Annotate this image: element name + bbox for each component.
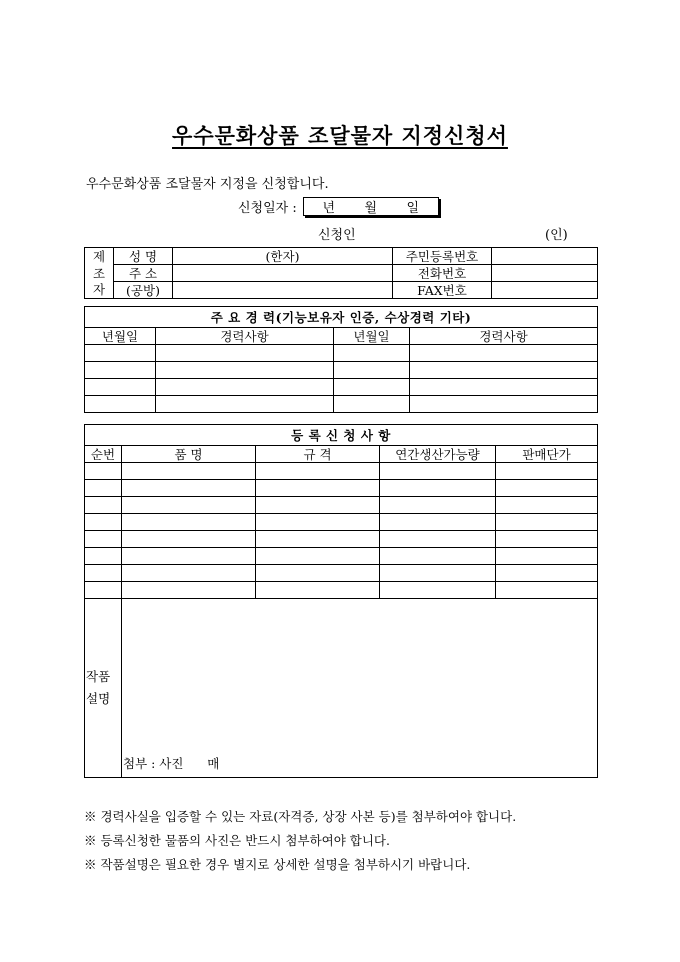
reg-cell[interactable] <box>380 497 496 514</box>
reg-cell[interactable] <box>122 582 256 599</box>
reg-row <box>85 531 598 548</box>
reg-cell[interactable] <box>380 531 496 548</box>
reg-col-spec: 규 격 <box>256 446 380 463</box>
description-label <box>85 599 122 778</box>
maker-table <box>84 247 598 299</box>
reg-cell[interactable] <box>85 548 122 565</box>
reg-cell[interactable] <box>380 514 496 531</box>
reg-cell[interactable] <box>496 531 598 548</box>
career-cell[interactable] <box>156 345 334 362</box>
reg-cell[interactable] <box>256 480 380 497</box>
application-date <box>238 197 439 216</box>
career-cell[interactable] <box>156 379 334 396</box>
reg-cell[interactable] <box>85 565 122 582</box>
career-cell[interactable] <box>410 379 598 396</box>
reg-cell[interactable] <box>256 582 380 599</box>
career-row <box>85 345 598 362</box>
reg-cell[interactable] <box>496 582 598 599</box>
date-day: 일 <box>406 201 420 216</box>
reg-cell[interactable] <box>85 531 122 548</box>
note-item: ※ 경력사실을 입증할 수 있는 자료(자격증, 상장 사본 등)를 첨부하여야 합니다. <box>84 809 517 824</box>
phone-label: 전화번호 <box>393 265 492 282</box>
description-field[interactable] <box>122 599 598 778</box>
applicant-label: 신청인 <box>318 228 356 243</box>
fax-field[interactable] <box>492 282 598 299</box>
note-item: ※ 작품설명은 필요한 경우 별지로 상세한 설명을 첨부하시기 바랍니다. <box>84 857 471 872</box>
form-title-text: 우수문화상품 조달물자 지정신청서 <box>172 123 508 148</box>
career-cell[interactable] <box>85 396 156 413</box>
rrn-label: 주민등록번호 <box>393 248 492 265</box>
career-cell[interactable] <box>410 396 598 413</box>
date-box[interactable] <box>303 197 439 216</box>
fax-label: FAX번호 <box>393 282 492 299</box>
date-label: 신청일자 : <box>238 201 297 216</box>
career-cell[interactable] <box>410 345 598 362</box>
reg-row <box>85 565 598 582</box>
reg-col-price: 판매단가 <box>496 446 598 463</box>
attachment-area <box>122 599 597 777</box>
reg-cell[interactable] <box>256 497 380 514</box>
reg-cell[interactable] <box>496 463 598 480</box>
career-cell[interactable] <box>85 345 156 362</box>
career-cell[interactable] <box>156 396 334 413</box>
career-col-date-2: 년월일 <box>334 328 410 345</box>
career-cell[interactable] <box>334 396 410 413</box>
reg-cell[interactable] <box>85 480 122 497</box>
reg-cell[interactable] <box>122 514 256 531</box>
reg-cell[interactable] <box>256 463 380 480</box>
career-cell[interactable] <box>334 362 410 379</box>
registration-heading: 등 록 신 청 사 항 <box>85 425 598 446</box>
reg-cell[interactable] <box>122 480 256 497</box>
reg-cell[interactable] <box>85 582 122 599</box>
phone-field[interactable] <box>492 265 598 282</box>
reg-cell[interactable] <box>256 565 380 582</box>
attachment-label: 첨부 : 사진 매 <box>123 756 220 771</box>
career-cell[interactable] <box>156 362 334 379</box>
career-cell[interactable] <box>85 379 156 396</box>
career-col-date-1: 년월일 <box>85 328 156 345</box>
reg-cell[interactable] <box>256 514 380 531</box>
maker-side-2: 조 <box>85 265 114 282</box>
address-label: 주 소 <box>114 265 173 282</box>
seal-label: (인) <box>545 228 568 243</box>
career-cell[interactable] <box>334 345 410 362</box>
reg-cell[interactable] <box>122 548 256 565</box>
intro-text: 우수문화상품 조달물자 지정을 신청합니다. <box>86 177 329 192</box>
workshop-label: (공방) <box>114 282 173 299</box>
career-col-detail-2: 경력사항 <box>410 328 598 345</box>
career-heading: 주 요 경 력(기능보유자 인증, 수상경력 기타) <box>85 307 598 328</box>
reg-col-no: 순번 <box>85 446 122 463</box>
date-year: 년 <box>322 201 336 216</box>
reg-cell[interactable] <box>122 463 256 480</box>
reg-cell[interactable] <box>380 548 496 565</box>
career-table <box>84 306 598 413</box>
reg-cell[interactable] <box>85 514 122 531</box>
career-col-detail-1: 경력사항 <box>156 328 334 345</box>
reg-cell[interactable] <box>380 463 496 480</box>
reg-cell[interactable] <box>256 548 380 565</box>
registration-table <box>84 424 598 778</box>
reg-col-item: 품 명 <box>122 446 256 463</box>
reg-cell[interactable] <box>122 565 256 582</box>
name-field[interactable] <box>173 248 393 265</box>
reg-cell[interactable] <box>380 582 496 599</box>
reg-cell[interactable] <box>85 463 122 480</box>
reg-cell[interactable] <box>496 480 598 497</box>
date-month: 월 <box>364 201 378 216</box>
reg-cell[interactable] <box>85 497 122 514</box>
workshop-field[interactable] <box>173 282 393 299</box>
career-row <box>85 379 598 396</box>
address-field[interactable] <box>173 265 393 282</box>
reg-cell[interactable] <box>256 531 380 548</box>
reg-cell[interactable] <box>496 548 598 565</box>
description-label-text: 작품설명 <box>86 669 111 706</box>
career-cell[interactable] <box>410 362 598 379</box>
rrn-field[interactable] <box>492 248 598 265</box>
reg-cell[interactable] <box>496 497 598 514</box>
maker-side-1: 제 <box>85 248 114 265</box>
reg-row <box>85 548 598 565</box>
reg-col-capacity: 연간생산가능량 <box>380 446 496 463</box>
reg-row <box>85 514 598 531</box>
form-title <box>0 120 680 150</box>
reg-cell[interactable] <box>380 480 496 497</box>
reg-cell[interactable] <box>496 514 598 531</box>
reg-cell[interactable] <box>496 565 598 582</box>
reg-row <box>85 480 598 497</box>
name-label: 성 명 <box>114 248 173 265</box>
career-cell[interactable] <box>85 362 156 379</box>
career-row <box>85 362 598 379</box>
reg-row <box>85 582 598 599</box>
reg-cell[interactable] <box>122 497 256 514</box>
notes <box>84 805 516 877</box>
reg-cell[interactable] <box>380 565 496 582</box>
career-row <box>85 396 598 413</box>
maker-side-3: 자 <box>85 282 114 299</box>
reg-cell[interactable] <box>122 531 256 548</box>
career-cell[interactable] <box>334 379 410 396</box>
name-hanja-hint: (한자) <box>265 248 300 264</box>
note-item: ※ 등록신청한 물품의 사진은 반드시 첨부하여야 합니다. <box>84 833 390 848</box>
reg-row <box>85 497 598 514</box>
reg-row <box>85 463 598 480</box>
